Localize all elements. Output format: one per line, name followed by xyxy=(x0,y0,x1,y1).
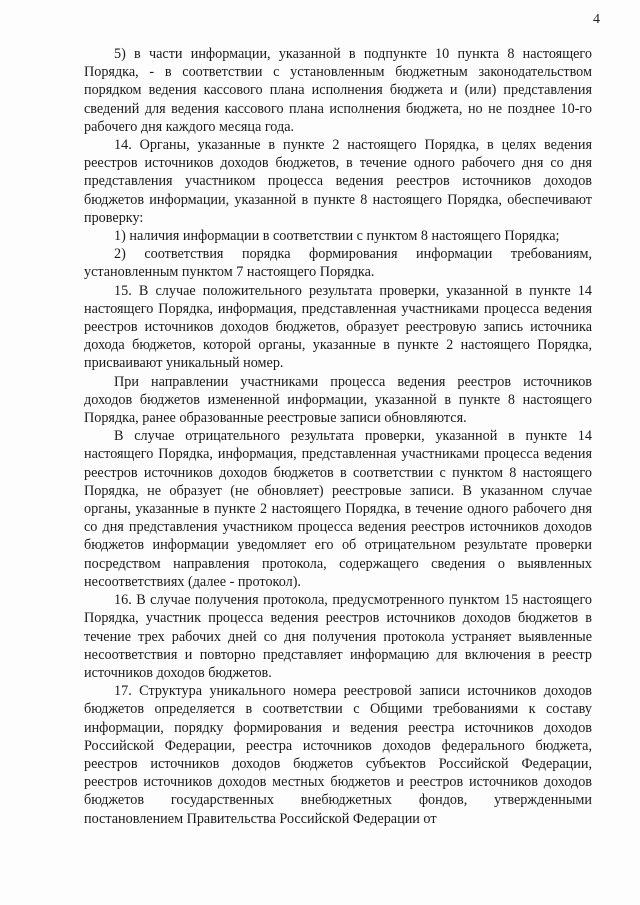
paragraph-item-5: 5) в части информации, указанной в подпункте 10 пункта 8 настоящего Порядка, - в соответствии с установленным бюджетным законодательством порядком ведения кассового плана исполнения бюджета и (или) представления сведений для ведения кассового плана исполнения бюджета, но не позднее 10-го рабочего дня каждого месяца года. xyxy=(84,46,592,135)
paragraph-16: 16. В случае получения протокола, предусмотренного пунктом 15 настоящего Порядка, участник процесса ведения реестров источников доходов бюджетов в течение трех рабочих дней со дня получения протокола устраняет выявленные несоответствия и повторно представляет информацию для включения в реестр источников доходов бюджетов. xyxy=(84,592,592,681)
paragraph-15-update: При направлении участниками процесса ведения реестров источников доходов бюджетов измененной информации, указанной в пункте 8 настоящего Порядка, ранее образованные реестровые записи обновляются. xyxy=(84,373,592,427)
paragraph-14-item-1: 1) наличия информации в соответствии с пунктом 8 настоящего Порядка; xyxy=(114,228,560,245)
document-body xyxy=(84,45,592,828)
paragraph-14-item-2: 2) соответствия порядка формирования информации требованиям, установленным пунктом 7 настоящего Порядка. xyxy=(84,246,592,281)
paragraph-15: 15. В случае положительного результата проверки, указанной в пункте 14 настоящего Порядка, информация, представленная участниками процесса ведения реестров источников доходов бюджетов, образует реестровую запись источника дохода бюджетов, которой органы, указанные в пункте 2 настоящего Порядка, присваивают уникальный номер. xyxy=(84,282,592,372)
paragraph-15-negative: В случае отрицательного результата проверки, указанной в пункте 14 настоящего Порядка, информация, представленная участниками процесса ведения реестров источников доходов бюджетов в соответствии с пунктом 8 настоящего Порядка, не образует (не обновляет) реестровые записи. В указанном случае органы, указанные в пункте 2 настоящего Порядка, в течение одного рабочего дня со дня представления участником процесса ведения реестров источников доходов бюджетов информации уведомляет его об отрицательном результате проверки посредством направления протокола, содержащего сведения о выявленных несоответствиях (далее - протокол). xyxy=(84,428,592,590)
paragraph-14: 14. Органы, указанные в пункте 2 настоящего Порядка, в целях ведения реестров источников доходов бюджетов, в течение одного рабочего дня со дня представления участником процесса ведения реестров источников доходов бюджетов информации, указанной в пункте 8 настоящего Порядка, обеспечивают проверку: xyxy=(84,137,592,226)
paragraph-17: 17. Структура уникального номера реестровой записи источников доходов бюджетов определяется в соответствии с Общими требованиями к составу информации, порядку формирования и ведения реестра источников доходов Российской Федерации, реестра источников доходов федерального бюджета, реестров источников доходов бюджетов субъектов Российской Федерации, реестров источников доходов местных бюджетов и реестров источников доходов бюджетов государственных внебюджетных фондов, утвержденными постановлением Правительства Российской Федерации от xyxy=(84,683,592,827)
page-number: 4 xyxy=(593,12,600,27)
